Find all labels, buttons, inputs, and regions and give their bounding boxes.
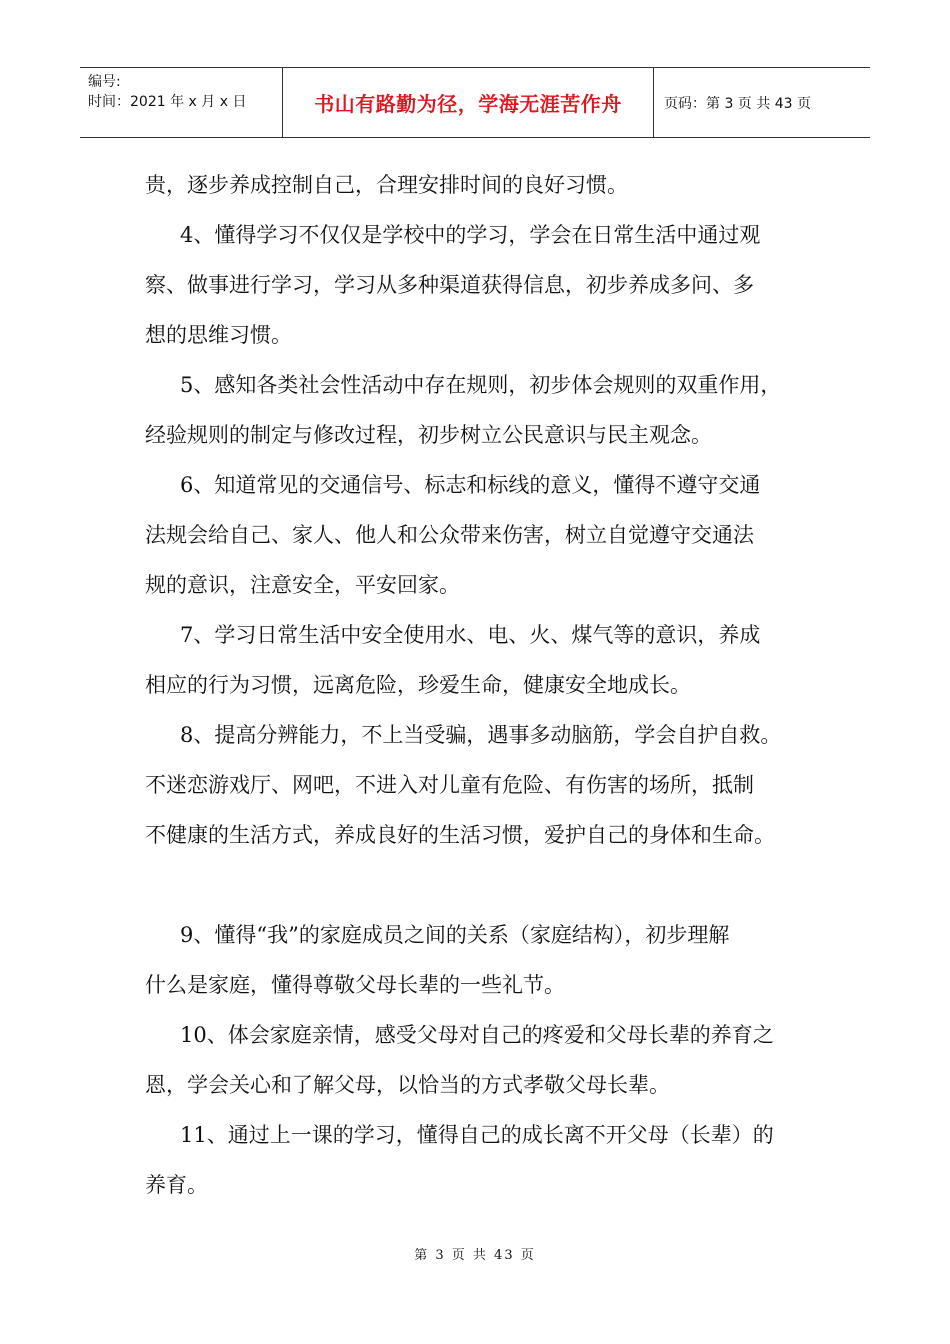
header-meta bbox=[80, 68, 282, 137]
paragraph-line: 察、做事进行学习，学习从多种渠道获得信息，初步养成多问、多 bbox=[145, 273, 754, 297]
paragraph-line: 相应的行为习惯，远离危险，珍爱生命，健康安全地成长。 bbox=[145, 673, 691, 697]
paragraph-line: 经验规则的制定与修改过程，初步树立公民意识与民主观念。 bbox=[145, 423, 712, 447]
page-footer: 第 3 页 共 43 页 bbox=[414, 1248, 536, 1263]
paragraph-line: 不迷恋游戏厅、网吧，不进入对儿童有危险、有伤害的场所，抵制 bbox=[145, 773, 754, 797]
page-header bbox=[80, 67, 870, 138]
header-motto-cell bbox=[282, 68, 654, 137]
paragraph-line: 不健康的生活方式，养成良好的生活习惯，爱护自己的身体和生命。 bbox=[145, 823, 775, 847]
header-motto: 书山有路勤为径，学海无涯苦作舟 bbox=[314, 92, 622, 116]
paragraph-line: 规的意识，注意安全，平安回家。 bbox=[145, 573, 460, 597]
paragraph-line: 10、体会家庭亲情，感受父母对自己的疼爱和父母长辈的养育之 bbox=[180, 1023, 774, 1047]
document-number-label: 编号: bbox=[88, 74, 121, 90]
document-date: 时间：2021 年 x 月 x 日 bbox=[88, 94, 247, 110]
paragraph-line: 8、提高分辨能力，不上当受骗，遇事多动脑筋，学会自护自救。 bbox=[180, 723, 782, 747]
paragraph-line: 贵，逐步养成控制自己，合理安排时间的良好习惯。 bbox=[145, 173, 628, 197]
paragraph-line: 养育。 bbox=[145, 1173, 208, 1197]
paragraph-line: 5、感知各类社会性活动中存在规则，初步体会规则的双重作用， bbox=[180, 373, 782, 397]
paragraph-line: 想的思维习惯。 bbox=[145, 323, 292, 347]
paragraph-line: 什么是家庭，懂得尊敬父母长辈的一些礼节。 bbox=[145, 973, 565, 997]
header-page-number: 页码：第 3 页 共 43 页 bbox=[664, 95, 811, 112]
paragraph-line: 恩，学会关心和了解父母，以恰当的方式孝敬父母长辈。 bbox=[145, 1073, 670, 1097]
paragraph-line: 7、学习日常生活中安全使用水、电、火、煤气等的意识，养成 bbox=[180, 623, 761, 647]
paragraph-line: 9、懂得“我”的家庭成员之间的关系（家庭结构），初步理解 bbox=[180, 923, 730, 947]
paragraph-line: 6、知道常见的交通信号、标志和标线的意义，懂得不遵守交通 bbox=[180, 473, 761, 497]
header-page-info bbox=[654, 68, 870, 137]
paragraph-line: 法规会给自己、家人、他人和公众带来伤害，树立自觉遵守交通法 bbox=[145, 523, 754, 547]
paragraph-line: 4、懂得学习不仅仅是学校中的学习，学会在日常生活中通过观 bbox=[180, 223, 761, 247]
paragraph-gap bbox=[145, 860, 825, 910]
document-body bbox=[145, 160, 825, 1210]
paragraph-line: 11、通过上一课的学习，懂得自己的成长离不开父母（长辈）的 bbox=[180, 1123, 774, 1147]
